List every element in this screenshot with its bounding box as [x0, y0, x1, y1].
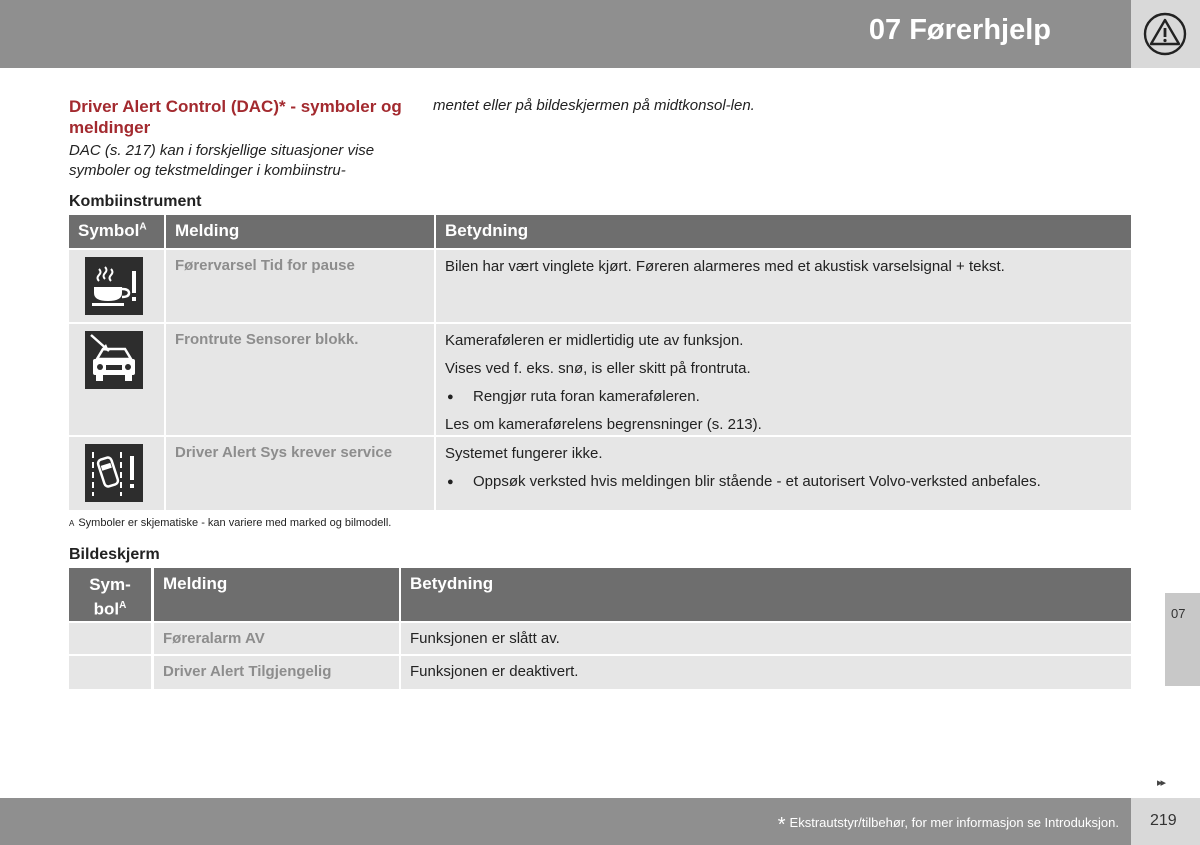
footnote: [69, 517, 391, 529]
symbol-cell: [69, 623, 151, 654]
header-betydning: Betydning: [436, 215, 1131, 248]
table-header-row: [69, 215, 1131, 248]
windscreen-sensor-blocked-icon: [85, 331, 143, 389]
footnote-marker: A: [69, 519, 75, 528]
header-symbol: Symbol$^A$: [69, 215, 164, 248]
bullet-item: ● Rengjør ruta foran kameraføleren.: [445, 387, 1122, 407]
chapter-tab-label: 07: [1171, 606, 1186, 621]
lane-car-service-icon: [85, 444, 143, 502]
header-melding: Melding: [166, 215, 434, 248]
symbol-cell: [69, 656, 151, 689]
header-melding: Melding: [154, 568, 399, 621]
betydning-cell: Funksjonen er slått av.: [401, 623, 1131, 654]
chapter-title: 07 Førerhjelp: [868, 14, 1051, 46]
table-row: [69, 250, 1131, 322]
table-row: [69, 623, 1131, 654]
header-betydning: Betydning: [401, 568, 1131, 621]
footer-band: [0, 798, 1131, 845]
bilde-table: [69, 568, 1131, 689]
kombi-table: [69, 215, 1131, 510]
betydning-text: Systemet fungerer ikke.: [445, 445, 603, 462]
intro-text-right: mentet eller på bildeskjermen på midtkonsol-len.: [433, 97, 755, 114]
next-page-arrow-icon: ▸▸: [1157, 777, 1165, 789]
footnote-text: Symboler er skjematiske - kan variere med marked og bilmodell.: [78, 517, 392, 529]
kombi-title: Kombiinstrument: [69, 193, 202, 210]
bilde-title: Bildeskjerm: [69, 546, 160, 563]
header-symbol: Sym- bol$^A$: [69, 568, 151, 621]
intro-text-left: DAC (s. 217) kan i forskjellige situasjoner vise symboler og tekstmeldinger i kombiinstru-: [69, 142, 375, 179]
table-row: [69, 656, 1131, 689]
betydning-cell: [436, 250, 1131, 322]
bullet-item: ● Oppsøk verksted hvis meldingen blir stående - et autorisert Volvo-verksted anbefales.: [445, 472, 1122, 492]
melding-cell: Førervarsel Tid for pause: [166, 250, 434, 322]
betydning-cell: [436, 324, 1131, 435]
betydning-cell: Funksjonen er deaktivert.: [401, 656, 1131, 689]
betydning-text: Vises ved f. eks. snø, is eller skitt på frontruta.: [445, 360, 751, 377]
header-icon-box: [1131, 0, 1200, 68]
page-number: 219: [1150, 812, 1177, 829]
warning-triangle-icon: [1142, 12, 1188, 56]
table-header-row: [69, 568, 1131, 621]
asterisk-marker: *: [777, 814, 786, 836]
chapter-tab[interactable]: [1165, 593, 1200, 686]
symbol-cell: [69, 324, 164, 435]
melding-cell: Frontrute Sensorer blokk.: [166, 324, 434, 435]
table-row: [69, 437, 1131, 510]
betydning-cell: [436, 437, 1131, 510]
coffee-cup-warning-icon: [85, 257, 143, 315]
page-number-box: [1131, 798, 1200, 845]
symbol-cell: [69, 250, 164, 322]
section-title: Driver Alert Control (DAC)* - symboler og meldinger: [69, 97, 402, 137]
melding-cell: Driver Alert Tilgjengelig: [154, 656, 399, 689]
footer-note-text: Ekstrautstyr/tilbehør, for mer informasjon se Introduksjon.: [789, 815, 1119, 830]
betydning-text: Kameraføleren er midlertidig ute av funksjon.: [445, 332, 744, 349]
footer-note: [778, 814, 1119, 837]
symbol-cell: [69, 437, 164, 510]
melding-cell: Driver Alert Sys krever service: [166, 437, 434, 510]
header-band: [0, 0, 1131, 68]
melding-cell: Føreralarm AV: [154, 623, 399, 654]
betydning-text: Bilen har vært vinglete kjørt. Føreren alarmeres med et akustisk varselsignal + tekst.: [445, 258, 1005, 275]
betydning-text: Les om kameraførelens begrensninger (s. 213).: [445, 416, 762, 433]
table-row: [69, 324, 1131, 435]
